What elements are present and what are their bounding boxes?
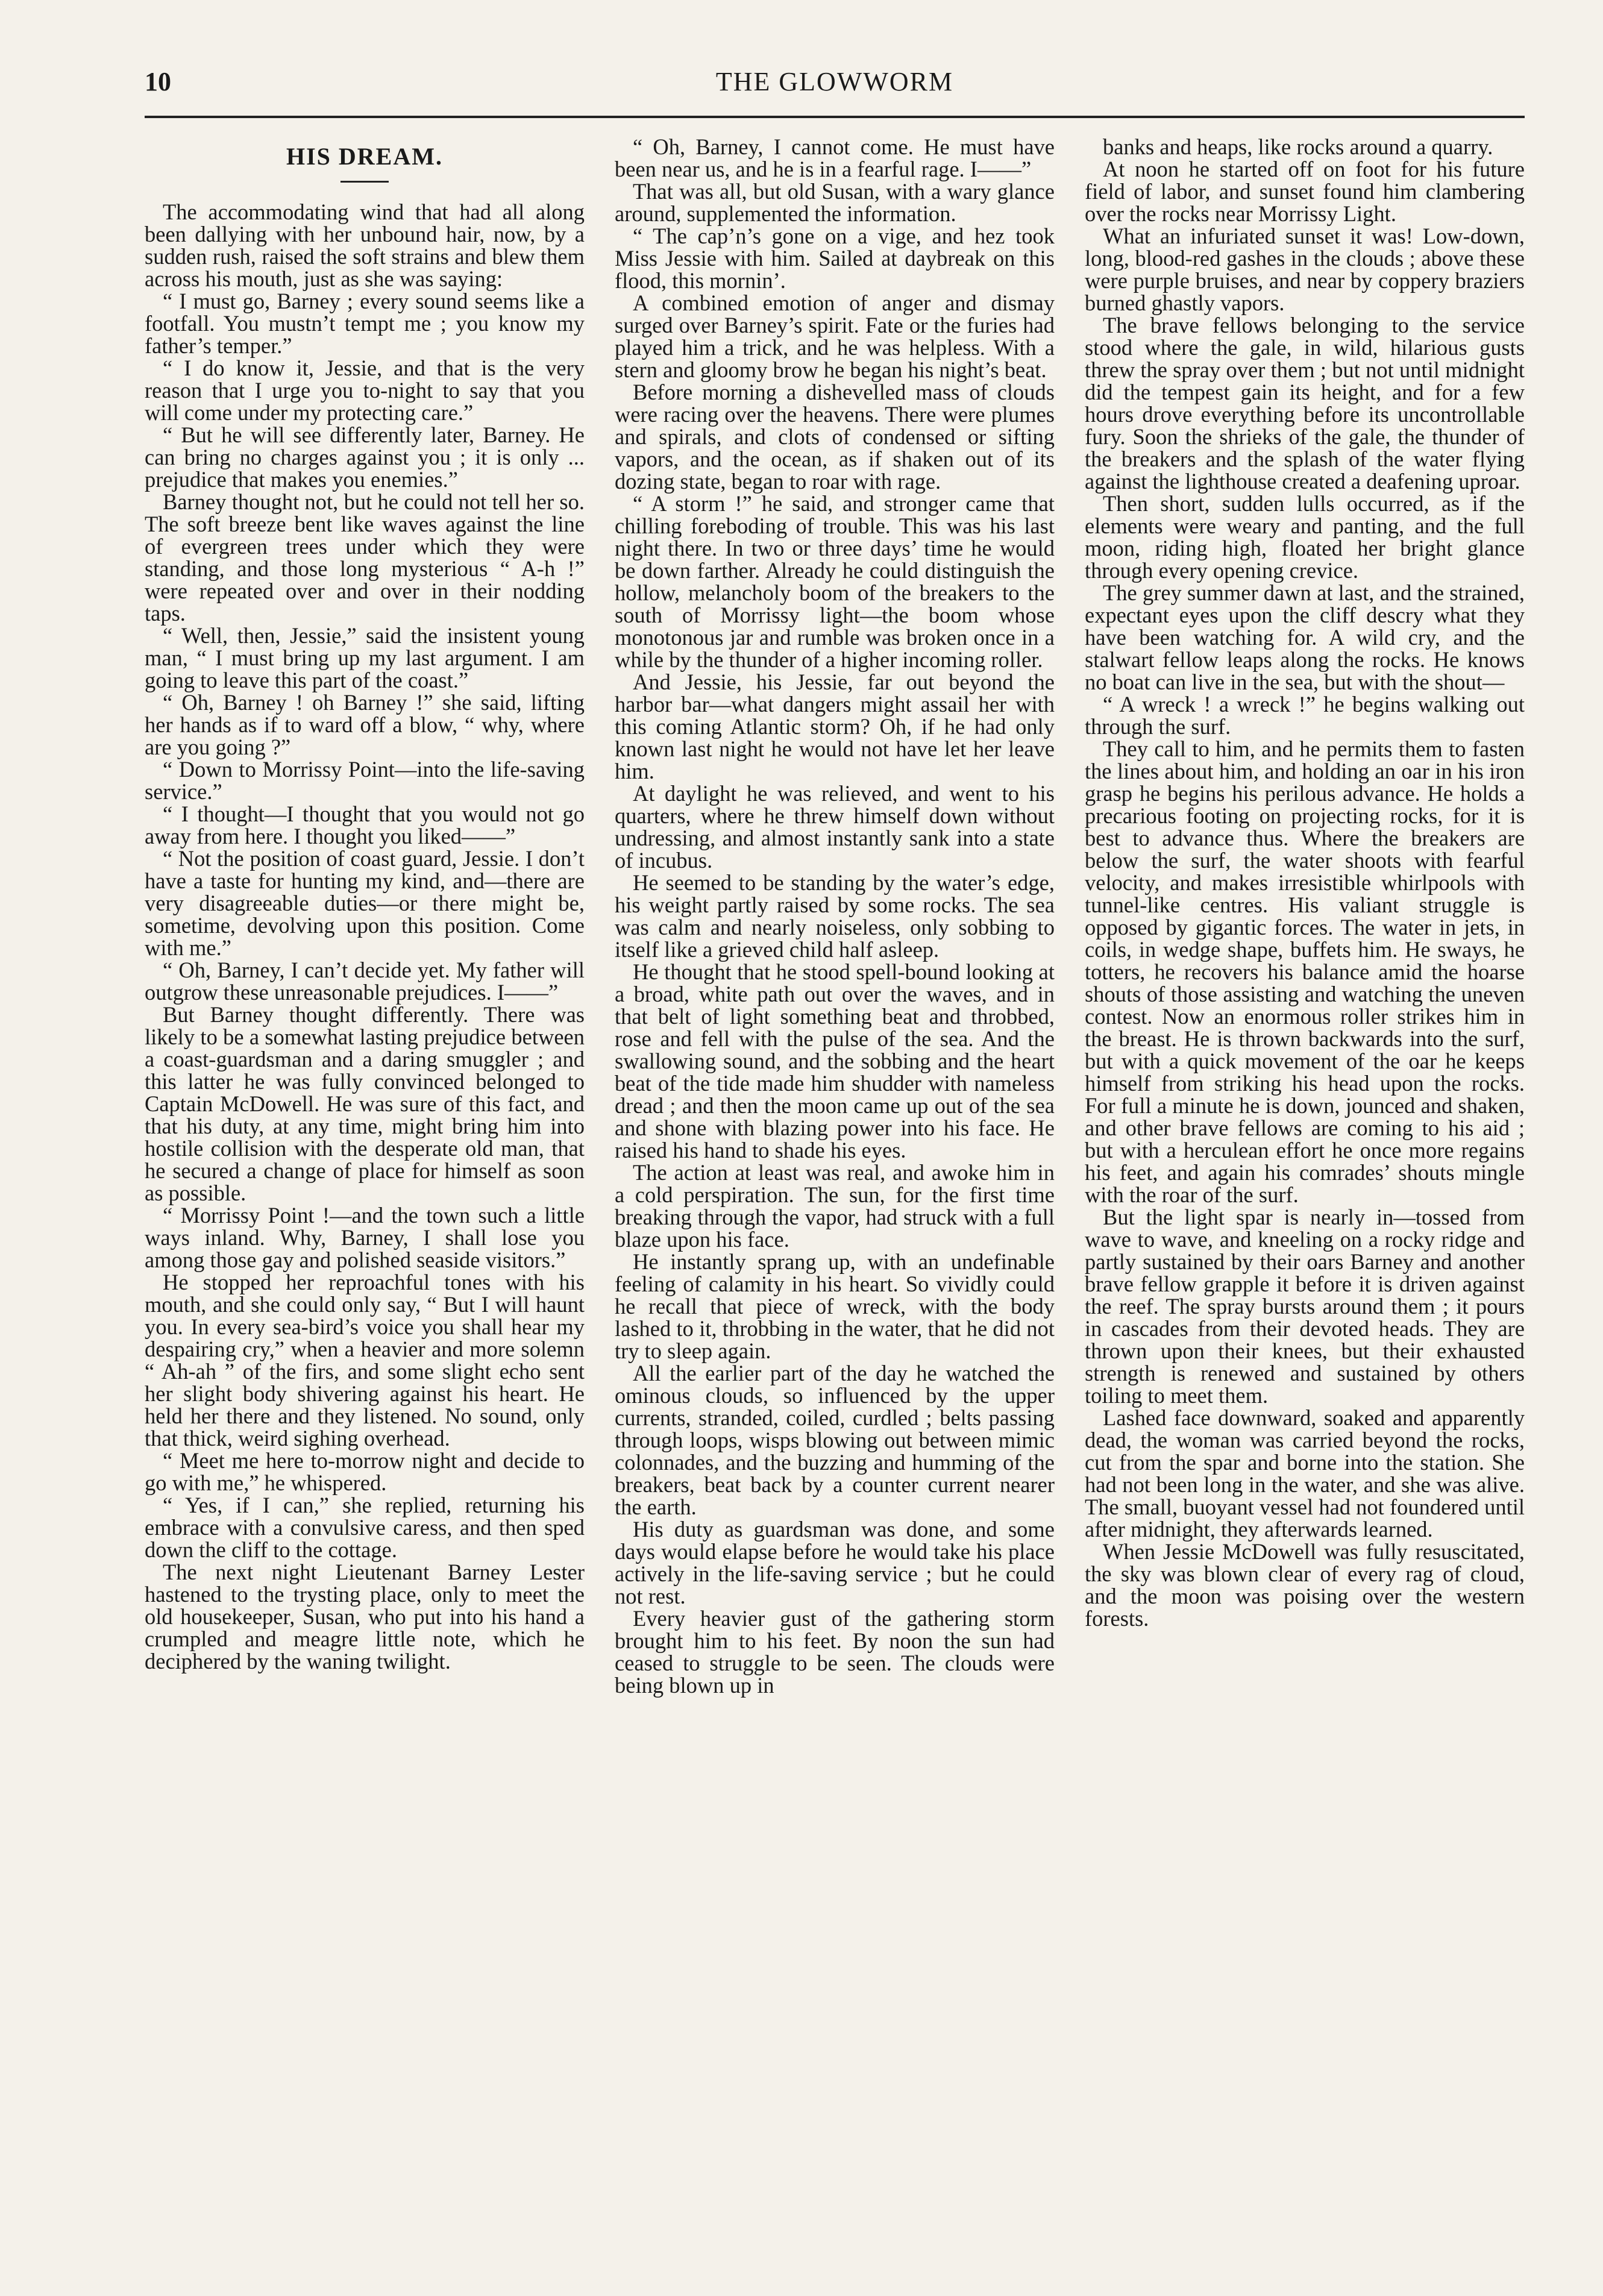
paragraph: “ The cap’n’s gone on a vige, and hez took Miss Jessie with him. Sailed at daybreak on this flood, this mornin’.	[615, 224, 1055, 293]
paragraph: The accommodating wind that had all along been dallying with her unbound hair, now, by a sudden rush, raised the soft strains and blew them across his mouth, just as she was saying:	[145, 199, 585, 291]
paragraph: He seemed to be standing by the water’s edge, his weight partly raised by some rocks. The sea was calm and nearly noiseless, only sobbing to itself like a grieved child half asleep.	[615, 870, 1055, 962]
text-column-2	[615, 136, 1055, 2221]
paragraph: “ Not the position of coast guard, Jessie. I don’t have a taste for hunting my kind, and—there are very disagreeable duties—or there might be, sometime, devolving upon this position. Come with me.”	[145, 846, 585, 960]
paragraph: The grey summer dawn at last, and the strained, expectant eyes upon the cliff descry what they have been watching for. A wild cry, and the stalwart fellow leaps along the rocks. He knows no boat can live in the sea, but with the shout—	[1085, 580, 1525, 694]
paragraph: “ Down to Morrissy Point—into the life-saving service.”	[145, 757, 585, 804]
paragraph: But Barney thought differently. There was likely to be a somewhat lasting prejudice between a coast-guardsman and a daring smuggler ; and this latter he was fully convinced belonged to Captain McDowell. He was sure of this fact, and that his duty, at any time, might bring him into hostile collision with the desperate old man, that he secured a change of place for himself as soon as possible.	[145, 1002, 585, 1205]
paragraph: At noon he started off on foot for his future field of labor, and sunset found him clambering over the rocks near Morrissy Light.	[1085, 157, 1525, 226]
paragraph: “ Well, then, Jessie,” said the insistent young man, “ I must bring up my last argument. I am going to leave this part of the coast.”	[145, 623, 585, 692]
paragraph: “ Morrissy Point !—and the town such a little ways inland. Why, Barney, I shall lose you among those gay and polished seaside visitors.”	[145, 1203, 585, 1272]
paragraph: He stopped her reproachful tones with his mouth, and she could only say, “ But I will haunt you. In every sea-bird’s voice you shall hear my despairing cry,” when a heavier and more solemn “ Ah-ah ” of the firs, and some slight echo sent her slight body shivering against his heart. He held her there and they listened. No sound, only that thick, weird sighing overhead.	[145, 1270, 585, 1451]
paragraph: “ I must go, Barney ; every sound seems like a footfall. You mustn’t tempt me ; you know my father’s temper.”	[145, 289, 585, 358]
title-rule	[340, 181, 389, 183]
paragraph: But the light spar is nearly in—tossed from wave to wave, and kneeling on a rocky ridge and partly sustained by their oars Barney and another brave fellow grapple it before it is driven against the reef. The spray bursts around them ; it pours in cascades from their devoted heads. They are thrown upon their knees, but their exhausted strength is renewed and sustained by others toiling to meet them.	[1085, 1205, 1525, 1408]
paragraph: “ Oh, Barney, I can’t decide yet. My father will outgrow these unreasonable prejudices. I——”	[145, 958, 585, 1005]
paragraph: “ Oh, Barney, I cannot come. He must have been near us, and he is in a fearful rage. I——”	[615, 136, 1055, 181]
paragraph: He instantly sprang up, with an undefinable feeling of calamity in his heart. So vividly could he recall that piece of wreck, with the body lashed to it, throbbing in the water, that he did not try to sleep again.	[615, 1249, 1055, 1363]
header-rule	[145, 116, 1525, 118]
paragraph: At daylight he was relieved, and went to his quarters, where he threw himself down without undressing, and almost instantly sank into a state of incubus.	[615, 781, 1055, 873]
paragraph: “ A wreck ! a wreck !” he begins walking out through the surf.	[1085, 692, 1525, 739]
paragraph: He thought that he stood spell-bound looking at a broad, white path out over the waves, and in that belt of light something beat and throbbed, rose and fell with the pulse of the sea. And the swallowing sound, and the sobbing and the heart beat of the tide made him shudder with nameless dread ; and then the moon came up out of the sea and shone with blazing power into his face. He raised his hand to shade his eyes.	[615, 959, 1055, 1162]
page-number: 10	[145, 67, 171, 96]
paragraph: “ Oh, Barney ! oh Barney !” she said, lifting her hands as if to ward off a blow, “ why, where are you going ?”	[145, 690, 585, 759]
paragraph: “ But he will see differently later, Barney. He can bring no charges against you ; it is only ... prejudice that makes you enemies.”	[145, 422, 585, 492]
running-title: THE GLOWWORM	[715, 67, 954, 96]
paragraph: That was all, but old Susan, with a wary glance around, supplemented the information.	[615, 179, 1055, 226]
paragraph: When Jessie McDowell was fully resuscitated, the sky was blown clear of every rag of cloud, and the moon was poising over the western forests.	[1085, 1539, 1525, 1631]
paragraph: “ I do know it, Jessie, and that is the very reason that I urge you to-night to say that you will come under my protecting care.”	[145, 356, 585, 425]
paragraph: “ Meet me here to-morrow night and decide to go with me,” he whispered.	[145, 1448, 585, 1495]
story-title: HIS DREAM.	[286, 143, 444, 170]
paragraph: banks and heaps, like rocks around a quarry.	[1103, 136, 1493, 159]
paragraph: And Jessie, his Jessie, far out beyond the harbor bar—what dangers might assail her with this coming Atlantic storm? Oh, if he had only known last night he would not have let her leave him.	[615, 670, 1055, 783]
paragraph: All the earlier part of the day he watched the ominous clouds, so influenced by the upper currents, stranded, coiled, curdled ; belts passing through loops, wisps blowing out between mimic colonnades, and the buzzing and humming of the breakers, beat back by a counter current nearer the earth.	[615, 1361, 1055, 1519]
paragraph: Barney thought not, but he could not tell her so. The soft breeze bent like waves against the line of evergreen trees under which they were standing, and those long mysterious “ A-h !” were repeated over and over in their nodding taps.	[145, 489, 585, 626]
paragraph: Then short, sudden lulls occurred, as if the elements were weary and panting, and the full moon, riding high, floated her bright glance through every opening crevice.	[1085, 491, 1525, 583]
paragraph: “ Yes, if I can,” she replied, returning his embrace with a convulsive caress, and then sped down the cliff to the cottage.	[145, 1493, 585, 1562]
paragraph: The action at least was real, and awoke him in a cold perspiration. The sun, for the first time breaking through the vapor, had struck with a full blaze upon his face.	[615, 1160, 1055, 1252]
paragraph: His duty as guardsman was done, and some days would elapse before he would take his place actively in the life-saving service ; but he could not rest.	[615, 1517, 1055, 1608]
paragraph: The next night Lieutenant Barney Lester hastened to the trysting place, only to meet the old housekeeper, Susan, who put into his hand a crumpled and meagre little note, which he deciphered by the waning twilight.	[145, 1560, 585, 1673]
paragraph: The brave fellows belonging to the service stood where the gale, in wild, hilarious gusts threw the spray over them ; but not until midnight did the tempest gain its height, and for a few hours drove everything before its uncontrollable fury. Soon the shrieks of the gale, the thunder of the breakers and the splash of the water flying against the lighthouse created a deafening uproar.	[1085, 313, 1525, 494]
paragraph: What an infuriated sunset it was! Low-down, long, blood-red gashes in the clouds ; above these were purple bruises, and near by coppery braziers burned ghastly vapors.	[1085, 224, 1525, 315]
paragraph: Every heavier gust of the gathering storm brought him to his feet. By noon the sun had ceased to struggle to be seen. The clouds were being blown up in	[615, 1606, 1055, 1698]
paragraph: They call to him, and he permits them to fasten the lines about him, and holding an oar in his iron grasp he begins his perilous advance. He holds a precarious footing on projecting rocks, for it is best to advance thus. Where the breakers are below the surf, the water shoots with fearful velocity, and makes irresistible whirlpools with tunnel-like centres. His valiant struggle is opposed by gigantic forces. The water in jets, in coils, in wedge shape, buffets him. He sways, he totters, he recovers his balance amid the hoarse shouts of those assisting and watching the uneven contest. Now an enormous roller strikes him in the breast. He is thrown backwards into the surf, but with a quick movement of the oar he keeps himself from striking his head upon the rocks. For full a minute he is down, jounced and shaken, and other brave fellows are coming to his aid ; but with a herculean effort he once more regains his feet, and again his comrades’ shouts mingle with the roar of the surf.	[1085, 736, 1525, 1207]
paragraph: “ A storm !” he said, and stronger came that chilling foreboding of trouble. This was his last night there. In two or three days’ time he would be down farther. Already he could distinguish the hollow, melancholy boom of the breakers to the south of Morrissy light—the boom whose monotonous jar and rumble was broken once in a while by the thunder of a higher incoming roller.	[615, 491, 1055, 672]
text-column-1	[145, 136, 585, 2221]
paragraph: “ I thought—I thought that you would not go away from here. I thought you liked——”	[145, 801, 585, 848]
paragraph: A combined emotion of anger and dismay surged over Barney’s spirit. Fate or the furies had played him a trick, and he was helpless. With a stern and gloomy brow he began his night’s beat.	[615, 290, 1055, 382]
text-column-3	[1085, 136, 1525, 2221]
paragraph: Before morning a dishevelled mass of clouds were racing over the heavens. There were plumes and spirals, and clots of condensed or sifting vapors, and the ocean, as if shaken out of its dozing state, began to roar with rage.	[615, 380, 1055, 494]
paragraph: Lashed face downward, soaked and apparently dead, the woman was carried beyond the rocks, cut from the spar and borne into the station. She had not been long in the water, and she was alive. The small, buoyant vessel had not foundered until after midnight, they afterwards learned.	[1085, 1405, 1525, 1542]
